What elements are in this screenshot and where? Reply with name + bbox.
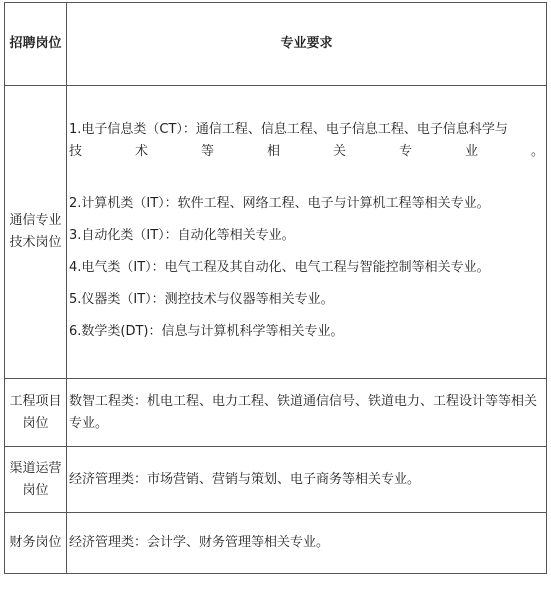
list-item: 3.自动化类（IT）：自动化等相关专业。 bbox=[69, 228, 295, 243]
list-item: 4.电气类（IT）：电气工程及其自动化、电气工程与智能控制等相关专业。 bbox=[69, 260, 490, 275]
row-requirement-finance: 经济管理类：会计学、财务管理等相关专业。 bbox=[67, 513, 547, 574]
row-position-comm: 通信专业技术岗位 bbox=[5, 86, 67, 379]
recruitment-table bbox=[4, 2, 547, 574]
header-position: 招聘岗位 bbox=[5, 3, 67, 86]
header-requirement: 专业要求 bbox=[67, 3, 547, 86]
table-row bbox=[5, 513, 547, 574]
table-row bbox=[5, 379, 547, 447]
list-item: 技术等相关专业。 bbox=[69, 144, 544, 159]
row-position-engineering: 工程项目岗位 bbox=[5, 379, 67, 447]
list-item: 6.数学类(DT)：信息与计算机科学等相关专业。 bbox=[69, 324, 344, 339]
list-item: 1.电子信息类（CT）：通信工程、信息工程、电子信息工程、电子信息科学与 bbox=[69, 122, 508, 137]
row-position-finance: 财务岗位 bbox=[5, 513, 67, 574]
row-position-channel: 渠道运营岗位 bbox=[5, 447, 67, 513]
row-requirement-engineering: 数智工程类：机电工程、电力工程、铁道通信信号、铁道电力、工程设计等等相关专业。 bbox=[67, 379, 547, 447]
row-requirement-comm bbox=[67, 86, 547, 379]
row-requirement-channel: 经济管理类：市场营销、营销与策划、电子商务等相关专业。 bbox=[67, 447, 547, 513]
list-item: 5.仪器类（IT）：测控技术与仪器等相关专业。 bbox=[69, 292, 334, 307]
table-row bbox=[5, 86, 547, 379]
list-item: 2.计算机类（IT）：软件工程、网络工程、电子与计算机工程等相关专业。 bbox=[69, 196, 490, 211]
table-header-row bbox=[5, 3, 547, 86]
table-row bbox=[5, 447, 547, 513]
